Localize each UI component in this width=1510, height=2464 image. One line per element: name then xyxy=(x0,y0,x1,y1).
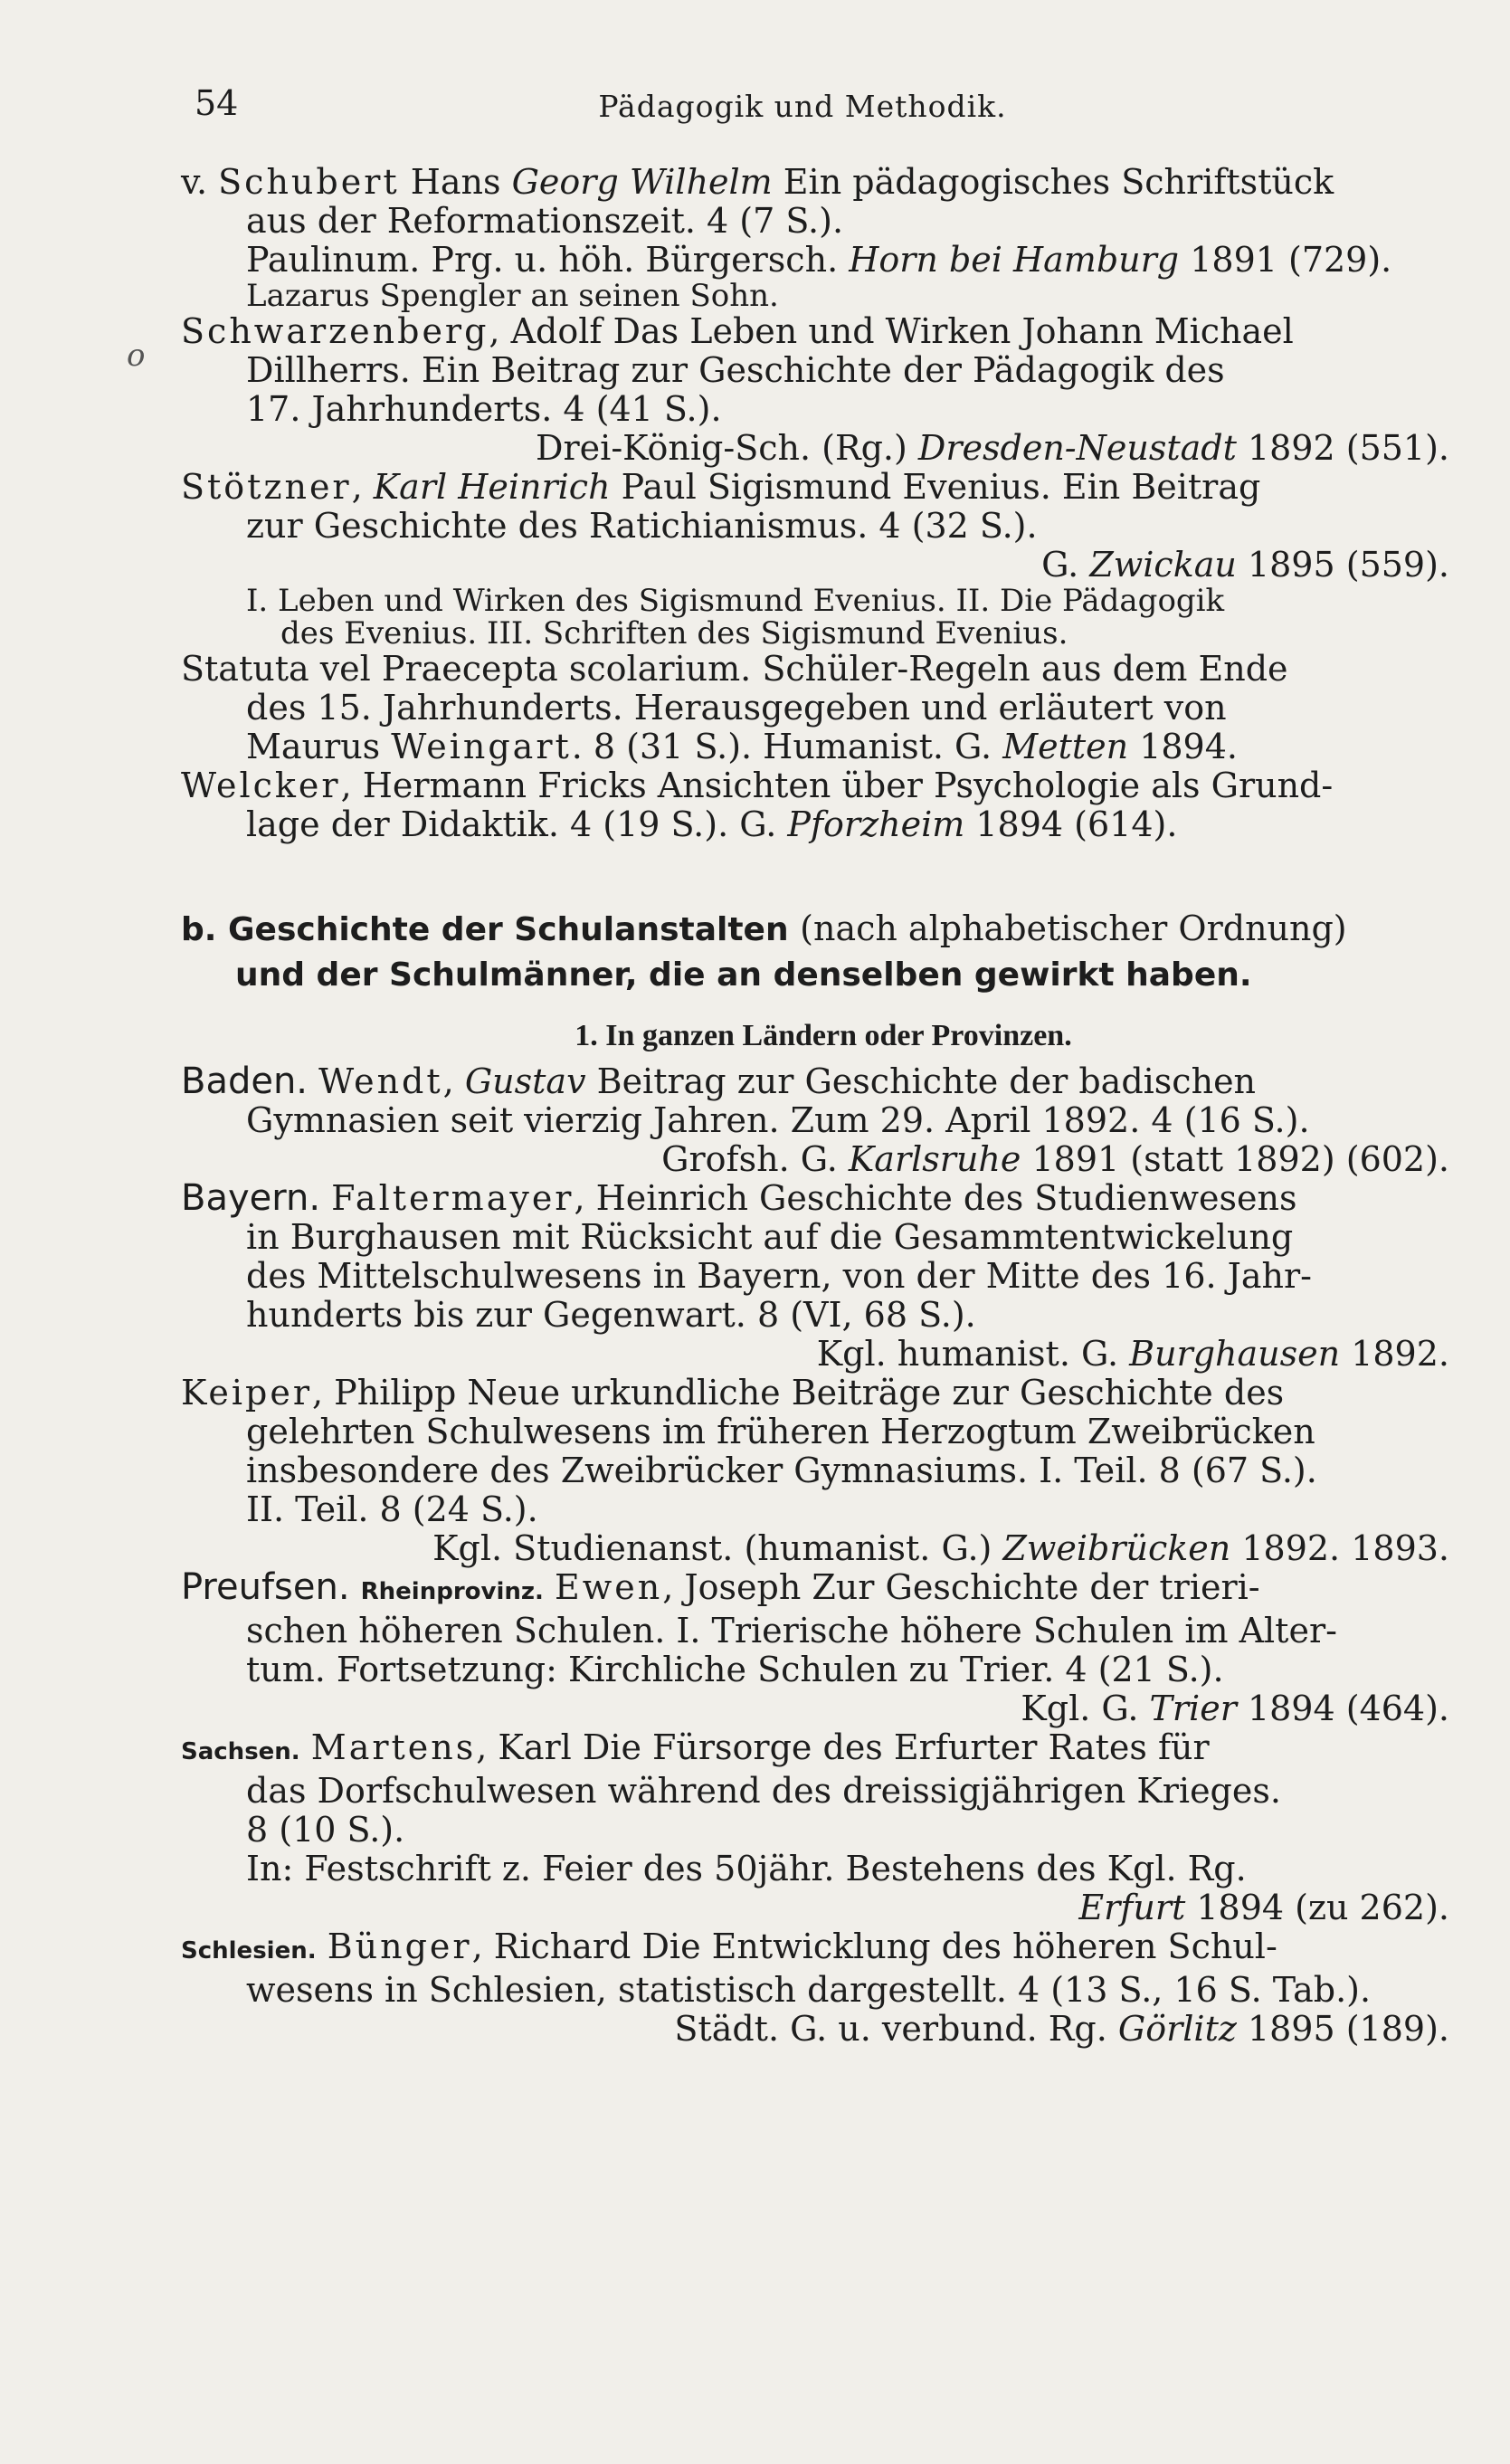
bibliography-entry xyxy=(181,650,1466,766)
entry-line xyxy=(181,1888,1466,1927)
entry-text-it: Gustav xyxy=(464,1061,586,1101)
entry-line xyxy=(181,1490,1466,1529)
section-b-heading xyxy=(181,906,1466,998)
entry-text-subregion: Rheinprovinz. xyxy=(360,1578,544,1605)
entry-text-sp: Stötzner xyxy=(181,467,352,507)
bibliography-entry xyxy=(181,468,1466,650)
entry-text: 1892. 1893. xyxy=(1230,1528,1449,1568)
page-body xyxy=(181,163,1466,2049)
entry-text-sp: Wendt xyxy=(318,1061,443,1101)
entry-line xyxy=(181,1971,1466,2010)
bibliography-entry xyxy=(181,1568,1466,1728)
entry-text: Hans xyxy=(399,162,512,202)
entry-line xyxy=(181,1728,1466,1772)
entry-line xyxy=(181,617,1466,650)
entry-text: Grofsh. G. xyxy=(661,1139,849,1179)
entry-text: 1895 (559). xyxy=(1236,545,1449,585)
entry-text: wesens in Schlesien, statistisch dargestellt. 4 (13 S., 16 S. Tab.). xyxy=(246,1970,1372,2010)
entry-text: 1894 (614). xyxy=(964,804,1178,844)
entry-text: 1894 (zu 262). xyxy=(1185,1888,1449,1927)
entry-text: schen höheren Schulen. I. Trierische höhere Schulen im Alter- xyxy=(246,1611,1337,1651)
entry-line xyxy=(181,429,1466,468)
entry-line xyxy=(181,546,1466,585)
section-b-heading-note: (nach alphabetischer Ordnung) xyxy=(800,909,1347,948)
entry-text: Kgl. humanist. G. xyxy=(816,1334,1130,1374)
entry-text: insbesondere des Zweibrücker Gymnasiums. I. Teil. 8 (67 S.). xyxy=(246,1451,1317,1490)
entry-text-it: Zwickau xyxy=(1089,545,1237,585)
entry-text xyxy=(350,1567,361,1607)
entry-text-sp: Bünger xyxy=(327,1926,472,1966)
entry-text: 1891 (729). xyxy=(1179,240,1392,280)
entry-text: Statuta vel Praecepta scolarium. Schüler-Regeln aus dem Ende xyxy=(181,649,1288,689)
entry-text-sp: Keiper xyxy=(181,1373,312,1413)
entry-text: 1891 (statt 1892) (602). xyxy=(1021,1139,1449,1179)
section-b-heading-bold: b. Geschichte der Schulanstalten xyxy=(181,911,789,948)
entry-text: das Dorfschulwesen während des dreissigjährigen Krieges. xyxy=(246,1771,1281,1811)
entry-line xyxy=(181,1218,1466,1257)
entry-line xyxy=(181,1811,1466,1850)
entry-text: hunderts bis zur Gegenwart. 8 (VI, 68 S.). xyxy=(246,1295,976,1335)
bibliography-entry xyxy=(181,1062,1466,1179)
entry-text: v. xyxy=(181,162,219,202)
entry-line xyxy=(181,163,1466,202)
entry-text: G. xyxy=(1041,545,1090,585)
entry-line xyxy=(181,1374,1466,1413)
bibliography-entry xyxy=(181,766,1466,844)
entry-text-sp: Ewen xyxy=(555,1567,663,1607)
entry-text: , Joseph Zur Geschichte der trieri- xyxy=(662,1567,1260,1607)
bibliography-section-b xyxy=(181,1062,1466,2049)
entry-text-it: Pforzheim xyxy=(787,804,965,844)
running-title: Pädagogik und Methodik. xyxy=(598,89,1007,124)
entry-line xyxy=(181,390,1466,429)
entry-line xyxy=(181,1772,1466,1811)
entry-text: 1892. xyxy=(1340,1334,1449,1374)
bibliography-entry xyxy=(181,1728,1466,1927)
entry-text xyxy=(300,1727,311,1767)
entry-text: des Mittelschulwesens in Bayern, von der Mitte des 16. Jahr- xyxy=(246,1256,1313,1296)
entry-line xyxy=(181,1612,1466,1651)
entry-text: , Philipp Neue urkundliche Beiträge zur Geschichte des xyxy=(312,1373,1285,1413)
entry-text: II. Teil. 8 (24 S.). xyxy=(246,1489,538,1529)
entry-text-it: Görlitz xyxy=(1117,2009,1237,2049)
entry-line xyxy=(181,1568,1466,1612)
entry-text-subregion: Sachsen. xyxy=(181,1738,300,1765)
entry-text: zur Geschichte des Ratichianismus. 4 (32 S.). xyxy=(246,506,1038,546)
entry-line xyxy=(181,1529,1466,1568)
entry-text: Lazarus Spengler an seinen Sohn. xyxy=(246,278,779,314)
section-gap xyxy=(181,844,1466,906)
entry-line xyxy=(181,202,1466,241)
entry-text: Paulinum. Prg. u. höh. Bürgersch. xyxy=(246,240,850,280)
entry-text-sp: Schubert xyxy=(218,162,400,202)
entry-text-subregion: Schlesien. xyxy=(181,1937,317,1965)
entry-text-it: Zweibrücken xyxy=(1002,1528,1231,1568)
entry-text: Dillherrs. Ein Beitrag zur Geschichte der Pädagogik des xyxy=(246,350,1225,390)
entry-line xyxy=(181,585,1466,617)
entry-text xyxy=(308,1061,318,1101)
entry-text: Paul Sigismund Evenius. Ein Beitrag xyxy=(610,467,1261,507)
entry-line xyxy=(181,1179,1466,1218)
entry-text-region: Baden. xyxy=(181,1061,309,1102)
entry-line xyxy=(181,351,1466,390)
page-number: 54 xyxy=(195,83,239,123)
entry-line xyxy=(181,1850,1466,1888)
entry-text: In: Festschrift z. Feier des 50jähr. Bestehens des Kgl. Rg. xyxy=(246,1849,1247,1888)
entry-text-sp: Welcker xyxy=(181,766,341,805)
entry-text xyxy=(320,1178,331,1218)
entry-text: . 8 (31 S.). Humanist. G. xyxy=(571,727,1003,766)
entry-text: Kgl. Studienanst. (humanist. G.) xyxy=(432,1528,1003,1568)
subsection-heading: 1. In ganzen Ländern oder Provinzen. xyxy=(575,1019,1072,1052)
entry-text: , Hermann Fricks Ansichten über Psychologie als Grund- xyxy=(340,766,1334,805)
bibliography-entry xyxy=(181,163,1466,312)
entry-text-it: Georg Wilhelm xyxy=(511,162,773,202)
entry-text: Maurus xyxy=(246,727,392,766)
section-b-heading-line-2: und der Schulmänner, die an denselben gewirkt haben. xyxy=(235,956,1252,994)
entry-text-sp: Faltermayer xyxy=(331,1178,575,1218)
bibliography-section-a xyxy=(181,163,1466,844)
entry-line xyxy=(181,650,1466,689)
entry-text: , Heinrich Geschichte des Studienwesens xyxy=(574,1178,1297,1218)
entry-text: Gymnasien seit vierzig Jahren. Zum 29. April 1892. 4 (16 S.). xyxy=(246,1100,1310,1140)
entry-text: , Richard Die Entwicklung des höheren Schul- xyxy=(471,1926,1277,1966)
entry-text-it: Erfurt xyxy=(1078,1888,1186,1927)
entry-text xyxy=(317,1926,328,1966)
entry-text: , xyxy=(442,1061,465,1101)
entry-line xyxy=(181,1651,1466,1689)
entry-text: 1892 (551). xyxy=(1236,428,1449,468)
margin-mark: o xyxy=(127,338,146,374)
entry-text-it: Trier xyxy=(1149,1689,1237,1728)
bibliography-entry xyxy=(181,1374,1466,1568)
entry-text-it: Horn bei Hamburg xyxy=(849,240,1180,280)
entry-text: Ein pädagogisches Schriftstück xyxy=(772,162,1334,202)
entry-text-region: Bayern. xyxy=(181,1177,321,1219)
entry-text: Städt. G. u. verbund. Rg. xyxy=(674,2009,1118,2049)
entry-text: 1894 (464). xyxy=(1236,1689,1449,1728)
entry-text: des Evenius. III. Schriften des Sigismund Evenius. xyxy=(280,615,1068,652)
entry-text: , Karl Die Fürsorge des Erfurter Rates für xyxy=(476,1727,1210,1767)
entry-line xyxy=(181,1927,1466,1971)
entry-line xyxy=(181,689,1466,728)
entry-text-sp: Martens xyxy=(310,1727,477,1767)
entry-text: lage der Didaktik. 4 (19 S.). G. xyxy=(246,804,788,844)
entry-text xyxy=(544,1567,555,1607)
entry-line xyxy=(181,507,1466,546)
entry-line xyxy=(181,1062,1466,1101)
entry-line xyxy=(181,1451,1466,1490)
entry-text-it: Karl Heinrich xyxy=(373,467,611,507)
entry-line xyxy=(181,1413,1466,1451)
entry-line xyxy=(181,766,1466,805)
entry-text-it: Metten xyxy=(1002,727,1129,766)
entry-line xyxy=(181,1689,1466,1728)
entry-line xyxy=(181,728,1466,766)
page-header xyxy=(195,83,1410,138)
entry-text: 1895 (189). xyxy=(1236,2009,1449,2049)
entry-text: Beitrag zur Geschichte der badischen xyxy=(585,1061,1257,1101)
entry-line xyxy=(181,1257,1466,1296)
entry-line xyxy=(181,468,1466,507)
entry-text-it: Dresden-Neustadt xyxy=(917,428,1237,468)
entry-text: gelehrten Schulwesens im früheren Herzogtum Zweibrücken xyxy=(246,1412,1315,1451)
entry-text: Kgl. G. xyxy=(1021,1689,1150,1728)
entry-line xyxy=(181,312,1466,351)
entry-text: aus der Reformationszeit. 4 (7 S.). xyxy=(246,201,844,241)
bibliography-entry xyxy=(181,1927,1466,2049)
entry-text: tum. Fortsetzung: Kirchliche Schulen zu Trier. 4 (21 S.). xyxy=(246,1650,1224,1689)
entry-line xyxy=(181,1296,1466,1335)
entry-text: des 15. Jahrhunderts. Herausgegeben und erläutert von xyxy=(246,688,1227,728)
entry-line xyxy=(181,280,1466,312)
entry-text-sp: Weingart xyxy=(391,727,572,766)
entry-line xyxy=(181,1335,1466,1374)
entry-text-sp: Schwarzenberg xyxy=(181,311,489,351)
entry-text: , Adolf Das Leben und Wirken Johann Michael xyxy=(489,311,1294,351)
entry-line xyxy=(181,1101,1466,1140)
bibliography-entry xyxy=(181,1179,1466,1374)
entry-text: 8 (10 S.). xyxy=(246,1810,405,1850)
entry-text: in Burghausen mit Rücksicht auf die Gesammtentwickelung xyxy=(246,1217,1294,1257)
bibliography-entry xyxy=(181,312,1466,468)
entry-text-it: Burghausen xyxy=(1129,1334,1341,1374)
entry-text: , xyxy=(351,467,374,507)
entry-line xyxy=(181,805,1466,844)
entry-text: 1894. xyxy=(1128,727,1238,766)
entry-text-region: Preufsen. xyxy=(181,1566,350,1608)
entry-text-it: Karlsruhe xyxy=(848,1139,1021,1179)
entry-text: Drei-König-Sch. (Rg.) xyxy=(536,428,918,468)
entry-text: I. Leben und Wirken des Sigismund Evenius. II. Die Pädagogik xyxy=(246,583,1225,619)
entry-text: 17. Jahrhunderts. 4 (41 S.). xyxy=(246,389,722,429)
section-b-heading-line-1 xyxy=(181,906,1466,953)
entry-line xyxy=(181,241,1466,280)
entry-line xyxy=(181,1140,1466,1179)
entry-line xyxy=(181,2010,1466,2049)
